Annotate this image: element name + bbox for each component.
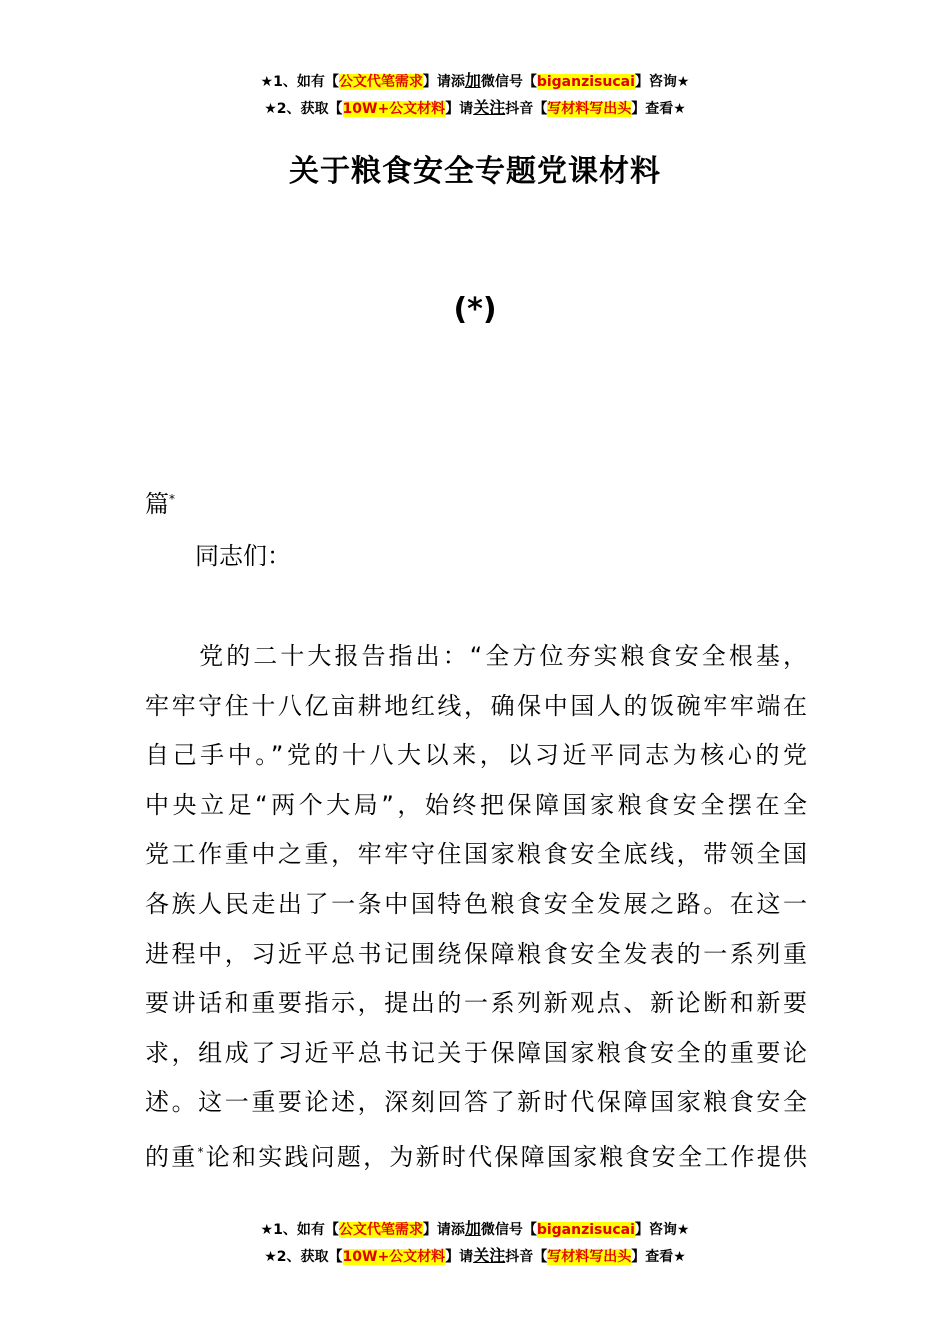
- banner-line-1: ★1、如有【公文代笔需求】请添加微信号【biganzisucai】咨询★: [260, 71, 690, 90]
- highlight-douyin-account: 写材料写出头: [547, 1249, 632, 1265]
- body-line: 自己手中。”党的十八大以来，以习近平同志为核心的党: [145, 741, 807, 770]
- highlight-service: 公文代笔需求: [338, 74, 423, 90]
- body-line: 述。这一重要论述，深刻回答了新时代保障国家粮食安全: [145, 1088, 807, 1117]
- body-line: 党的二十大报告指出：“全方位夯实粮食安全根基，: [145, 642, 807, 670]
- body-line: 进程中，习近平总书记围绕保障粮食安全发表的一系列重: [145, 939, 807, 968]
- document-subtitle: (*): [453, 292, 497, 327]
- banner-line-1: ★1、如有【公文代笔需求】请添加微信号【biganzisucai】咨询★: [260, 1219, 690, 1238]
- body-line-last: 的重*论和实践问题，为新时代保障国家粮食安全工作提供: [145, 1142, 808, 1171]
- salutation: 同志们：: [195, 542, 291, 570]
- body-paragraph: [145, 632, 807, 1183]
- highlight-service: 公文代笔需求: [338, 1222, 423, 1238]
- highlight-douyin-account: 写材料写出头: [547, 101, 632, 117]
- body-line: 党工作重中之重，牢牢守住国家粮食安全底线，带领全国: [145, 840, 807, 869]
- body-line: 求，组成了习近平总书记关于保障国家粮食安全的重要论: [145, 1038, 807, 1067]
- section-heading: 篇*: [145, 490, 175, 518]
- body-line: 中央立足“两个大局”，始终把保障国家粮食安全摆在全: [145, 790, 807, 819]
- body-line: 要讲话和重要指示，提出的一系列新观点、新论断和新要: [145, 989, 807, 1018]
- highlight-materials: 10W+公文材料: [342, 1249, 446, 1265]
- banner-line-2: ★2、获取【10W+公文材料】请关注抖音【写材料写出头】查看★: [264, 98, 686, 117]
- body-line: 各族人民走出了一条中国特色粮食安全发展之路。在这一: [145, 889, 807, 918]
- footer-banner: [0, 1216, 950, 1270]
- highlight-wechat-id: biganzisucai: [536, 74, 635, 90]
- highlight-materials: 10W+公文材料: [342, 101, 446, 117]
- header-banner: [0, 68, 950, 122]
- highlight-wechat-id: biganzisucai: [536, 1222, 635, 1238]
- document-title: 关于粮食安全专题党课材料: [289, 154, 661, 189]
- banner-line-2: ★2、获取【10W+公文材料】请关注抖音【写材料写出头】查看★: [264, 1246, 686, 1265]
- body-line: 牢牢守住十八亿亩耕地红线，确保中国人的饭碗牢牢端在: [145, 691, 807, 720]
